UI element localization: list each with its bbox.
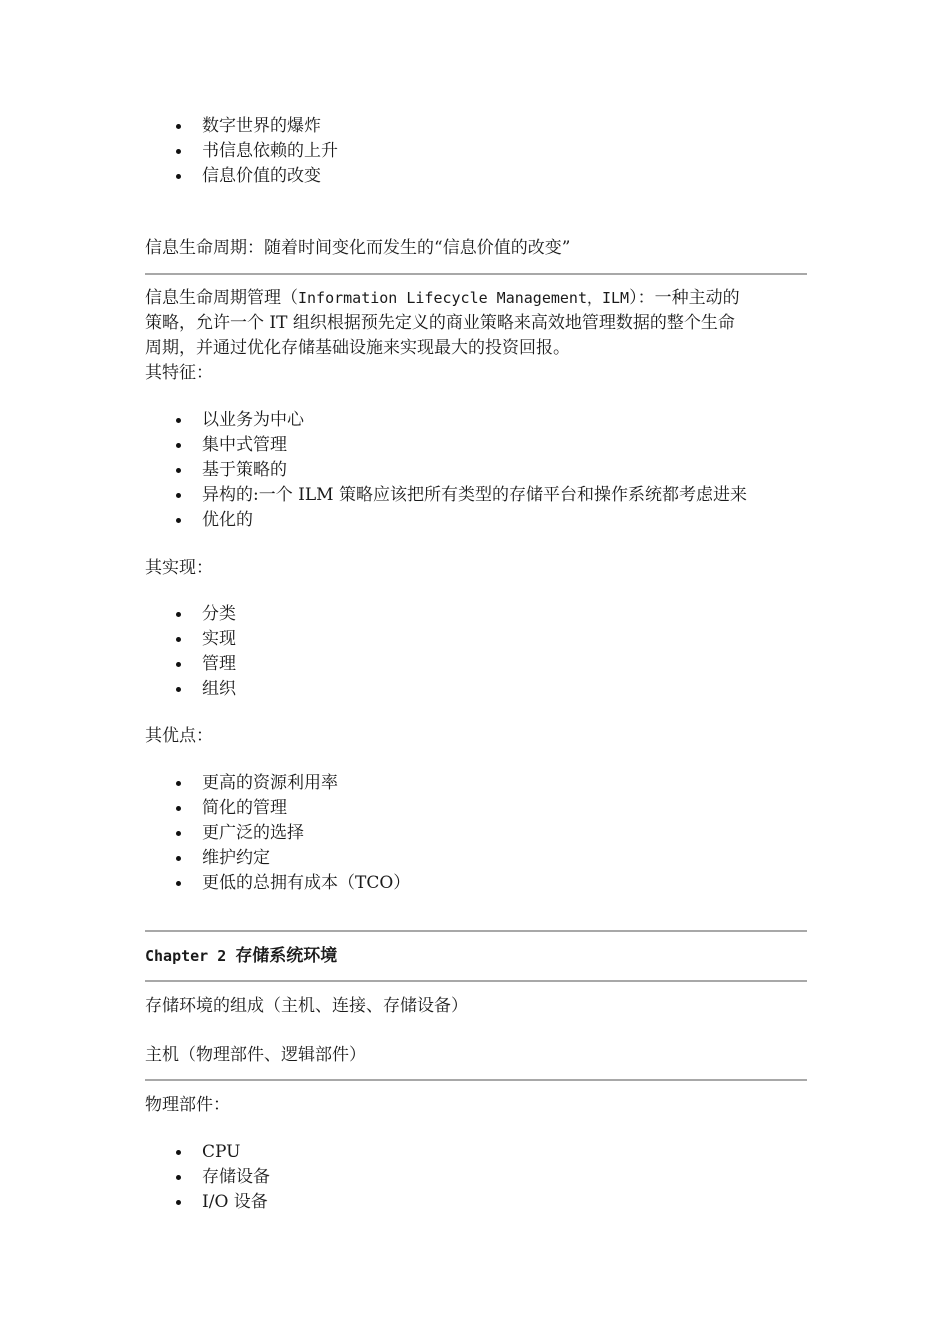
list-item: 组织 [145,677,810,702]
list-item: 简化的管理 [145,796,810,821]
implementation-list [145,602,810,702]
storage-env-components: 存储环境的组成（主机、连接、存储设备） [145,996,468,1016]
list-item: 分类 [145,602,810,627]
list-item: 异构的:一个 ILM 策略应该把所有类型的存储平台和操作系统都考虑进来 [145,483,810,508]
list-item: 更高的资源利用率 [145,771,810,796]
chapter-title: 存储系统环境 [235,946,338,966]
list-item: 以业务为中心 [145,408,810,433]
ilm-text: 策略，允许一个 IT 组织根据预先定义的商业策略来高效地管理数据的整个生命 [145,313,735,333]
lifecycle-definition: 信息生命周期：随着时间变化而发生的“信息价值的改变” [145,238,571,258]
advantages-list [145,771,810,896]
ilm-text: 信息生命周期管理（ [145,288,298,308]
list-item: 数字世界的爆炸 [145,114,810,139]
list-item: 维护约定 [145,846,810,871]
list-item: 集中式管理 [145,433,810,458]
implementation-label: 其实现： [145,558,213,578]
ilm-definition-paragraph [145,286,810,386]
list-item: 更广泛的选择 [145,821,810,846]
divider [145,930,807,932]
list-item: 实现 [145,627,810,652]
info-growth-list [145,114,810,189]
divider [145,273,807,275]
ilm-text: ）：一种主动的 [629,288,740,308]
advantages-label: 其优点： [145,726,213,746]
list-item: 信息价值的改变 [145,164,810,189]
list-item: 管理 [145,652,810,677]
list-item: CPU [145,1140,810,1165]
list-item: 存储设备 [145,1165,810,1190]
features-label: 其特征： [145,363,213,383]
chapter-number: Chapter 2 [145,947,236,965]
features-list [145,408,810,533]
physical-components-label: 物理部件： [145,1095,230,1115]
list-item: 基于策略的 [145,458,810,483]
host-description: 主机（物理部件、逻辑部件） [145,1045,366,1065]
list-item: I/O 设备 [145,1190,810,1215]
ilm-text: 周期，并通过优化存储基础设施来实现最大的投资回报。 [145,338,570,358]
ilm-english-term: Information Lifecycle Management，ILM [298,289,630,307]
divider [145,1079,807,1081]
list-item: 更低的总拥有成本（TCO） [145,871,810,896]
list-item: 优化的 [145,508,810,533]
physical-components-list [145,1140,810,1215]
divider [145,980,807,982]
list-item: 书信息依赖的上升 [145,139,810,164]
chapter-heading [145,944,810,969]
